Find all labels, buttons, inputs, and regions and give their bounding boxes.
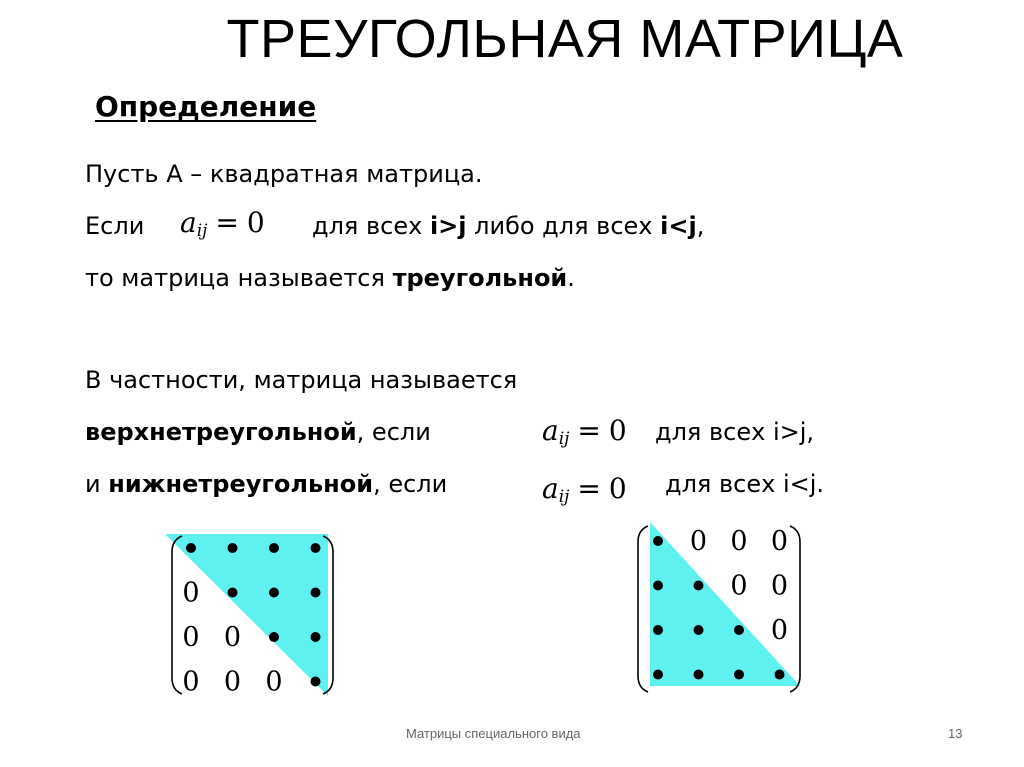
- lower-cell-dot: [734, 625, 744, 635]
- upper-cell-dot: [186, 543, 196, 553]
- formula-aij-zero-3: [542, 472, 627, 505]
- upper-cell-dot: [269, 543, 279, 553]
- line6-prefix: и: [85, 470, 109, 498]
- cond-end: ,: [696, 212, 705, 240]
- definition-line-2-prefix: Если: [85, 212, 145, 240]
- page-number: 13: [948, 726, 963, 741]
- upper-cell-zero: 0: [182, 622, 200, 653]
- upper-cell-dot: [311, 588, 321, 598]
- upper-triangular-term: верхнетреугольной: [85, 418, 357, 446]
- upper-cell-zero: 0: [223, 622, 242, 653]
- formula-aij-zero-1: [180, 206, 265, 239]
- definition-line-3: [85, 264, 575, 292]
- upper-cell-zero: 0: [182, 577, 200, 609]
- right-bracket: [790, 526, 800, 692]
- upper-cell-dot: [269, 588, 279, 598]
- lower-cell-zero: 0: [730, 526, 748, 557]
- lower-cell-zero: 0: [689, 526, 708, 557]
- upper-cell-dot: [228, 588, 238, 598]
- definition-line-1: Пусть А – квадратная матрица.: [85, 160, 483, 188]
- lower-cell-zero: 0: [730, 570, 748, 602]
- upper-cell-dot: [269, 632, 279, 642]
- lower-cell-dot: [734, 670, 744, 680]
- lower-cell-dot: [653, 536, 663, 546]
- cond-i-lt-j: i<j: [660, 212, 697, 240]
- upper-cell-dot: [311, 677, 321, 687]
- line3-prefix: то матрица называется: [85, 264, 393, 292]
- lower-cell-dot: [694, 581, 704, 591]
- formula-eq: =: [577, 414, 601, 447]
- definition-line-2-condition: [312, 212, 704, 240]
- lower-cell-zero: 0: [770, 526, 789, 557]
- formula-var: a: [542, 414, 559, 447]
- formula-var: a: [180, 206, 197, 239]
- formula-eq: =: [215, 206, 239, 239]
- upper-triangular-matrix: [160, 528, 350, 703]
- lower-triangular-matrix: [630, 518, 810, 698]
- upper-cell-dot: [311, 543, 321, 553]
- lower-triangular-term: нижнетреугольной: [108, 470, 374, 498]
- definition-line-5: [85, 418, 431, 446]
- lower-cell-dot: [694, 625, 704, 635]
- footer-caption: Матрицы специального вида: [406, 726, 581, 741]
- line6-rest: , если: [373, 470, 448, 498]
- left-bracket: [172, 536, 182, 694]
- left-bracket: [638, 526, 648, 692]
- definition-heading: Определение: [95, 90, 317, 123]
- cond-text-1: для всех: [312, 212, 430, 240]
- lower-cell-dot: [653, 670, 663, 680]
- formula-var: a: [542, 472, 559, 505]
- lower-cell-zero: 0: [770, 615, 789, 646]
- line6-condition: для всех i<j.: [665, 470, 825, 498]
- line5-condition: для всех i>j,: [655, 418, 815, 446]
- lower-cell-zero: 0: [770, 570, 789, 602]
- upper-cell-dot: [228, 543, 238, 553]
- line3-bold: треугольной: [392, 264, 568, 292]
- line3-end: .: [567, 264, 575, 292]
- lower-cell-dot: [694, 670, 704, 680]
- lower-cell-dot: [775, 670, 785, 680]
- definition-line-6: [85, 470, 447, 498]
- formula-sub: ij: [558, 429, 570, 449]
- upper-cell-zero: 0: [182, 666, 200, 698]
- formula-sub: ij: [558, 487, 570, 507]
- cond-i-gt-j: i>j: [429, 212, 467, 240]
- formula-zero: 0: [608, 414, 627, 447]
- line5-rest: , если: [356, 418, 431, 446]
- definition-line-4: В частности, матрица называется: [85, 366, 518, 394]
- formula-sub: ij: [196, 221, 208, 241]
- formula-aij-zero-2: [542, 414, 627, 447]
- cond-text-2: либо для всех: [466, 212, 661, 240]
- formula-zero: 0: [246, 206, 265, 239]
- formula-zero: 0: [608, 472, 627, 505]
- upper-cell-zero: 0: [223, 666, 242, 698]
- upper-cell-zero: 0: [265, 666, 283, 698]
- lower-cell-dot: [653, 625, 663, 635]
- formula-eq: =: [577, 472, 601, 505]
- lower-cell-dot: [653, 581, 663, 591]
- upper-cell-dot: [311, 632, 321, 642]
- slide-title: ТРЕУГОЛЬНАЯ МАТРИЦА: [226, 9, 904, 69]
